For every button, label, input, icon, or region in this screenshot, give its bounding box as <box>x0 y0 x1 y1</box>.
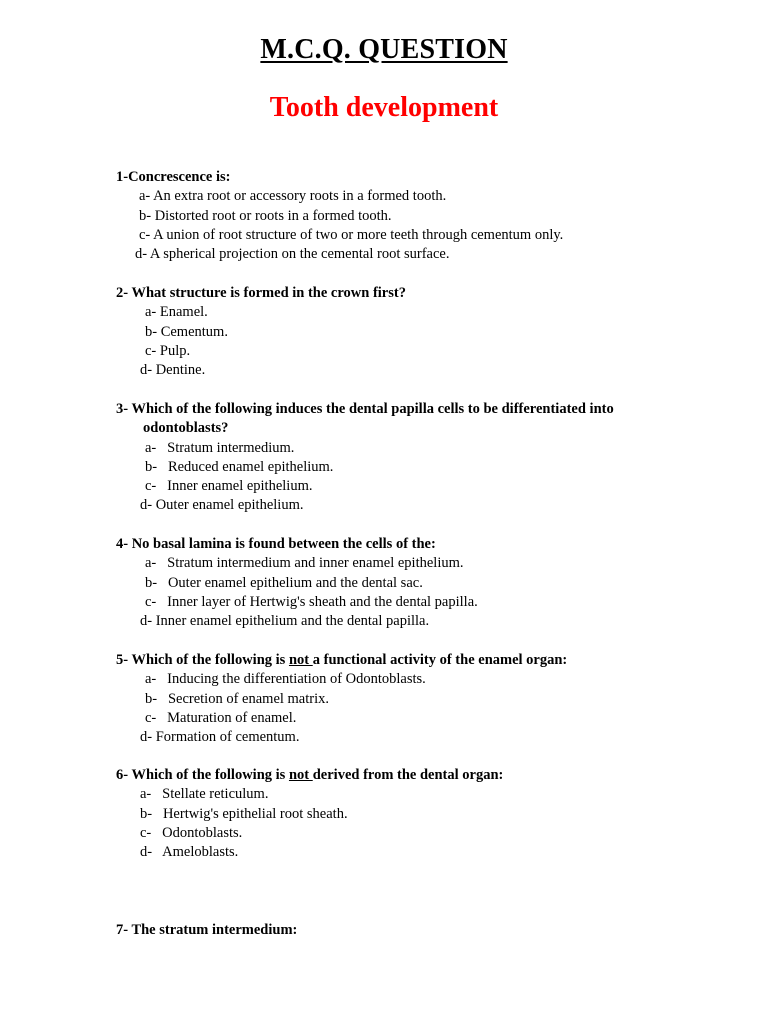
page-subtitle: Tooth development <box>269 92 499 123</box>
option-d: d- Inner enamel epithelium and the dental papilla. <box>140 613 430 630</box>
question-1 <box>116 168 563 264</box>
option-d: d- Outer enamel epithelium. <box>140 497 304 514</box>
stem-emphasis: not <box>288 767 313 783</box>
question-5 <box>116 651 567 747</box>
option-a: a- Stratum intermedium. <box>145 439 295 456</box>
option-a: a- Enamel. <box>145 304 208 321</box>
question-stem <box>116 766 503 785</box>
page-title: M.C.Q. QUESTION <box>260 34 508 65</box>
option-b: b- Reduced enamel epithelium. <box>145 458 334 475</box>
option-c: c- Pulp. <box>145 342 191 359</box>
question-stem: 7- The stratum intermedium: <box>116 922 298 938</box>
option-c: c- Inner enamel epithelium. <box>145 478 313 495</box>
option-d: d- Formation of cementum. <box>140 729 300 746</box>
question-stem: 2- What structure is formed in the crown first? <box>116 285 406 301</box>
option-b: b- Cementum. <box>145 323 228 340</box>
question-7 <box>116 921 297 940</box>
option-c: c- Inner layer of Hertwig's sheath and the dental papilla. <box>145 593 478 610</box>
question-stem <box>116 651 567 670</box>
question-stem-continued: odontoblasts? <box>143 420 229 437</box>
option-b: b- Distorted root or roots in a formed tooth. <box>139 207 392 224</box>
option-b: b- Hertwig's epithelial root sheath. <box>140 805 348 822</box>
option-a: a- Stellate reticulum. <box>140 786 269 803</box>
option-d: d- Ameloblasts. <box>140 844 239 861</box>
option-d: d- A spherical projection on the cemental root surface. <box>135 246 450 263</box>
option-a: a- Inducing the differentiation of Odontoblasts. <box>145 671 426 688</box>
question-stem: 1-Concrescence is: <box>116 169 231 185</box>
option-b: b- Outer enamel epithelium and the dental sac. <box>145 574 423 591</box>
stem-post: derived from the dental organ: <box>312 767 504 783</box>
question-stem: 3- Which of the following induces the dental papilla cells to be differentiated into <box>116 401 614 417</box>
question-6 <box>116 766 503 862</box>
option-c: c- A union of root structure of two or more teeth through cementum only. <box>139 226 564 243</box>
stem-pre: 5- Which of the following is <box>116 652 289 668</box>
option-d: d- Dentine. <box>140 362 206 379</box>
question-2 <box>116 284 406 380</box>
stem-pre: 6- Which of the following is <box>116 767 289 783</box>
option-a: a- Stratum intermedium and inner enamel epithelium. <box>145 555 464 572</box>
question-3 <box>116 400 614 516</box>
option-c: c- Odontoblasts. <box>140 824 243 841</box>
stem-emphasis: not <box>288 652 313 668</box>
option-a: a- An extra root or accessory roots in a formed tooth. <box>139 188 447 205</box>
question-stem: 4- No basal lamina is found between the cells of the: <box>116 536 436 552</box>
stem-post: a functional activity of the enamel organ: <box>312 652 568 668</box>
option-b: b- Secretion of enamel matrix. <box>145 690 330 707</box>
option-c: c- Maturation of enamel. <box>145 709 297 726</box>
question-4 <box>116 535 478 631</box>
